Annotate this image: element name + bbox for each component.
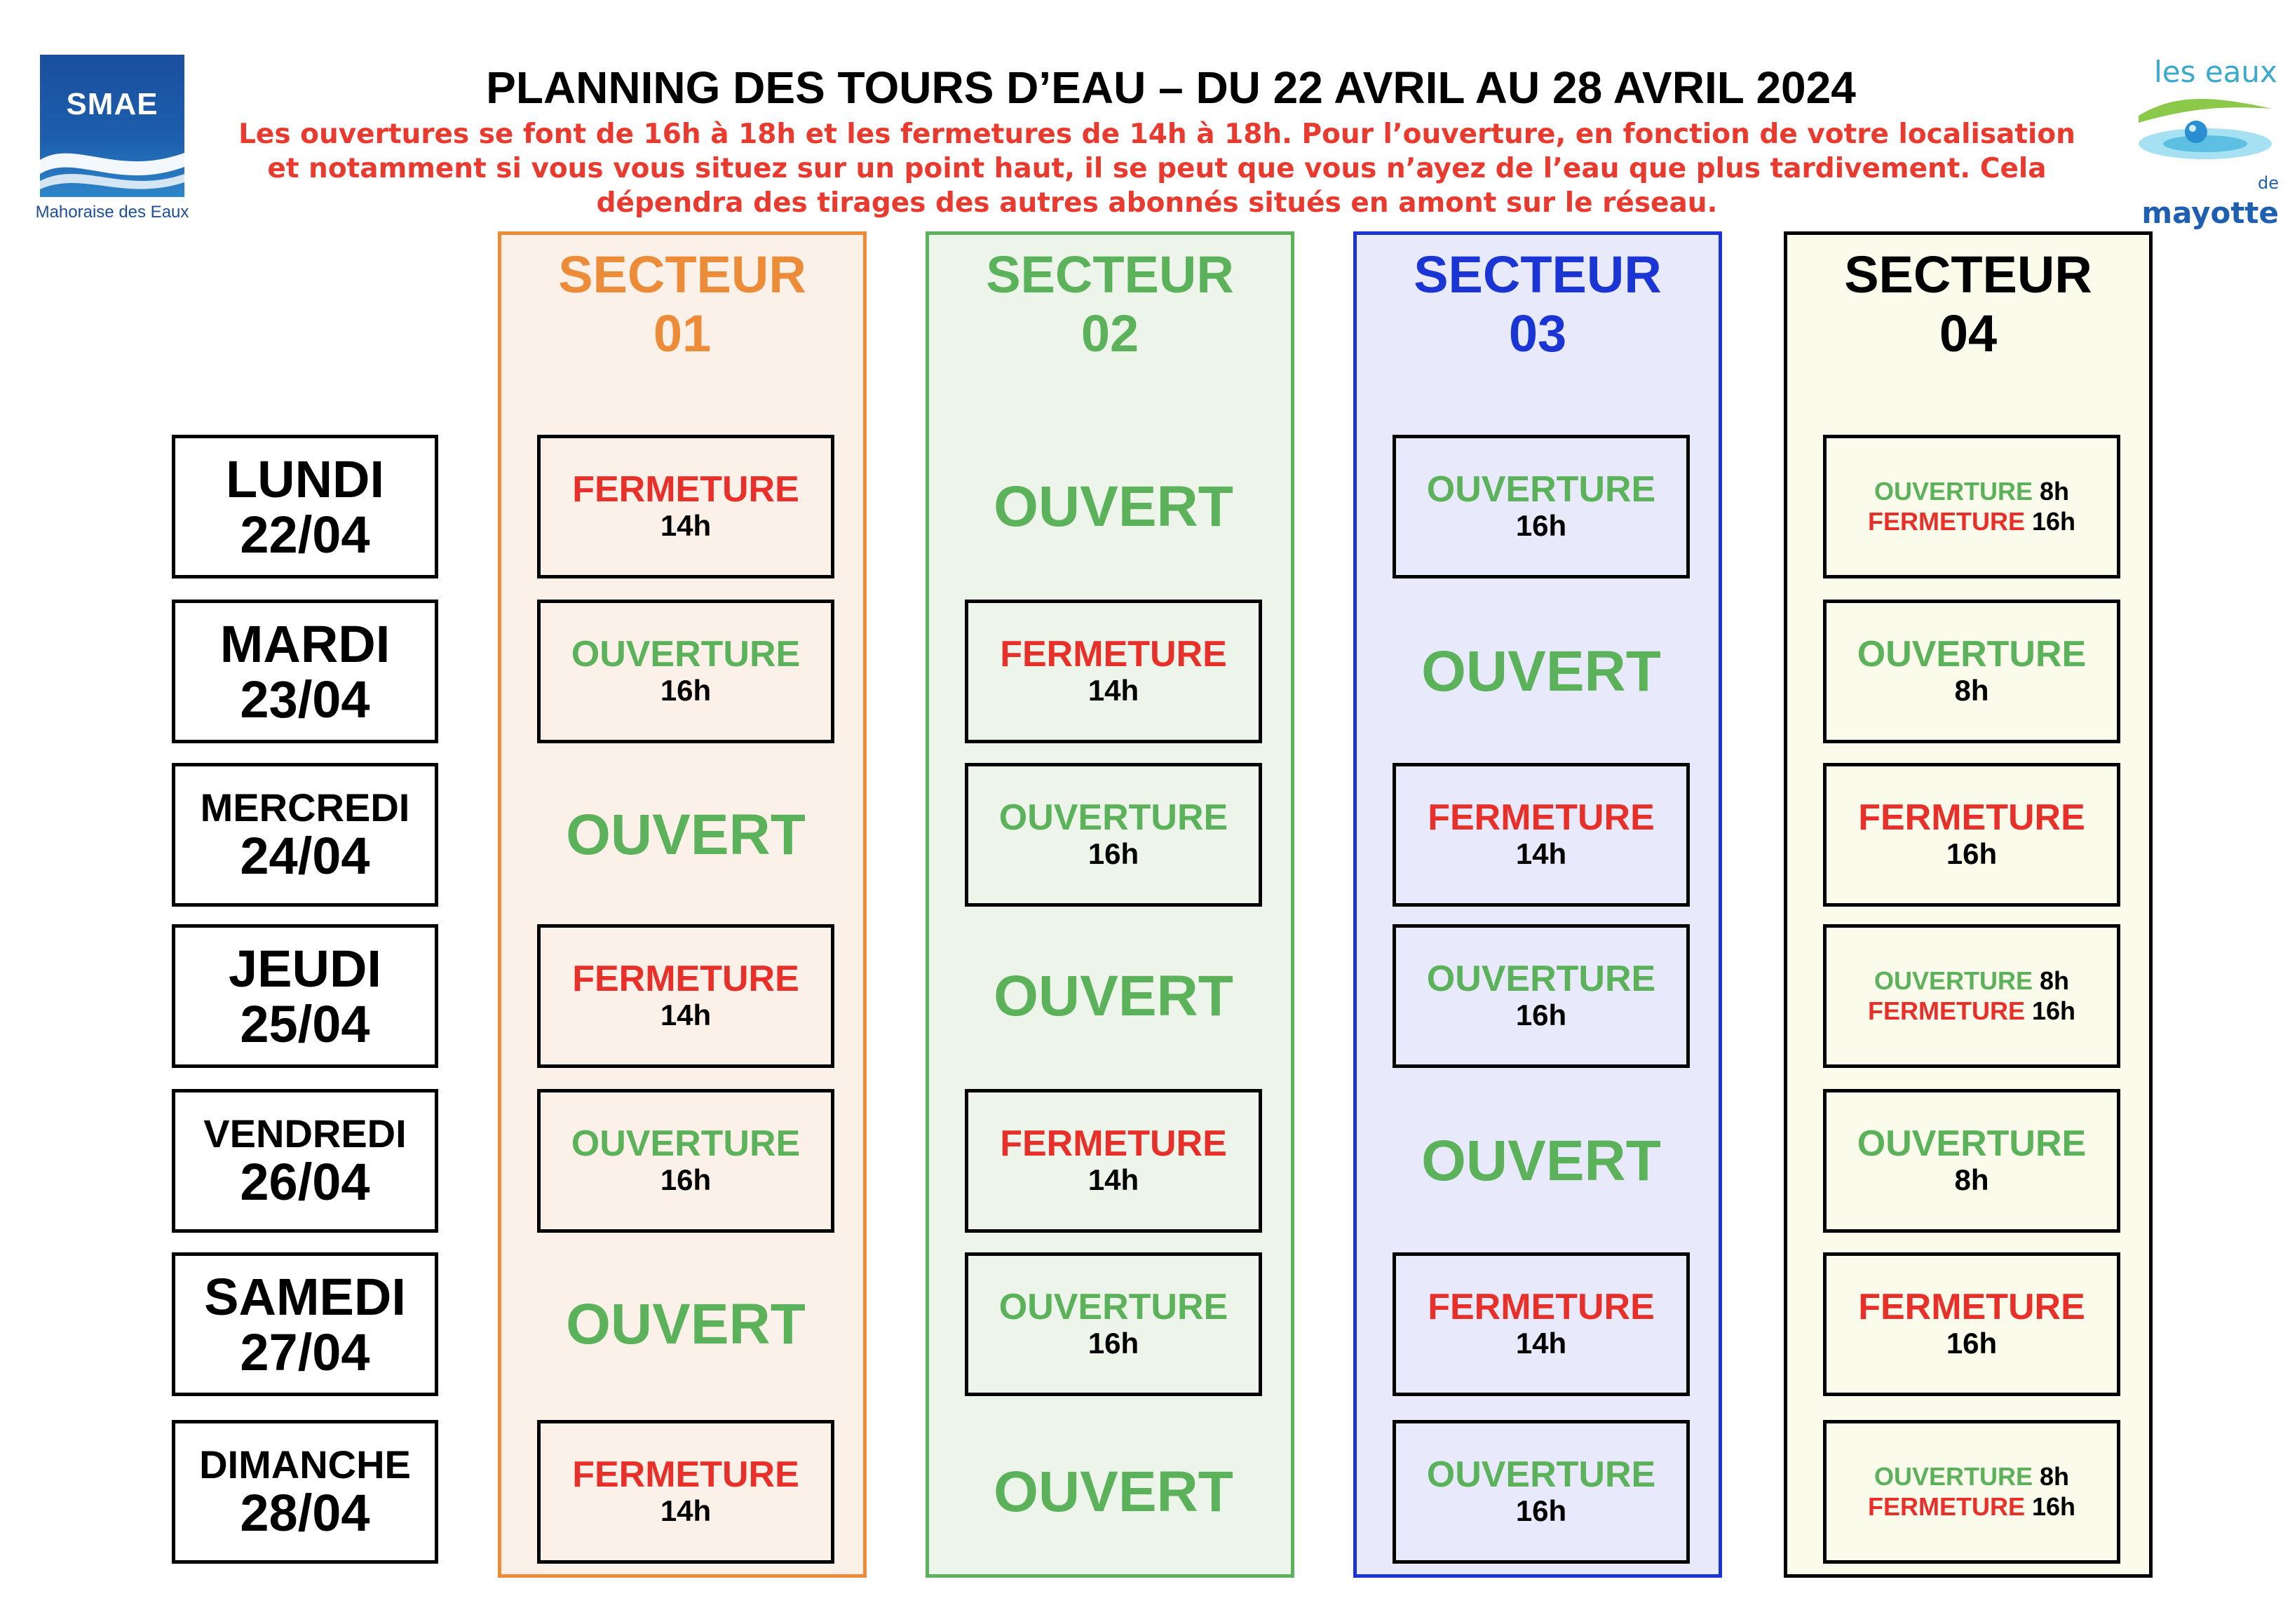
smae-tagline: Mahoraise des Eaux: [35, 203, 189, 222]
action-ouverture: OUVERTURE: [1874, 477, 2033, 506]
schedule-cell: [537, 1089, 834, 1233]
action-fermeture: FERMETURE: [1867, 506, 2025, 536]
day-date: 27/04: [240, 1323, 370, 1382]
action-time: 16h: [1946, 1326, 1998, 1360]
schedule-cell: [965, 763, 1262, 907]
day-box: [172, 1089, 438, 1233]
action-time: 8h: [2040, 1462, 2070, 1491]
schedule-cell: [537, 435, 834, 578]
action-time: 14h: [1515, 837, 1567, 870]
open-line: [1874, 1462, 2069, 1491]
action-fermeture: FERMETURE: [1428, 1287, 1655, 1328]
eaux-logo-de: de: [2258, 173, 2279, 193]
sector-label: SECTEUR: [986, 245, 1234, 304]
day-box: [172, 1252, 438, 1396]
action-time: 14h: [1088, 673, 1139, 707]
action-ouverture: OUVERTURE: [1874, 966, 2033, 996]
action-fermeture: FERMETURE: [572, 469, 799, 510]
sector-header: [498, 245, 867, 363]
action-fermeture: FERMETURE: [1428, 797, 1655, 839]
day-name: MERCREDI: [200, 785, 410, 830]
action-ouverture: OUVERTURE: [1857, 1123, 2087, 1165]
eaux-logo-mayotte: mayotte: [2141, 196, 2279, 230]
action-ouverture: OUVERTURE: [571, 634, 801, 675]
action-ouverture: OUVERTURE: [998, 797, 1228, 839]
day-date: 28/04: [240, 1484, 370, 1543]
action-time: 8h: [2040, 966, 2070, 996]
action-time: 16h: [1515, 508, 1567, 542]
action-time: 8h: [2040, 477, 2070, 506]
status-ouvert: OUVERT: [1421, 1128, 1661, 1193]
status-ouvert: OUVERT: [566, 802, 806, 867]
action-fermeture: FERMETURE: [572, 959, 799, 1000]
action-time: 14h: [1515, 1326, 1567, 1360]
schedule-cell: [1823, 435, 2120, 578]
action-fermeture: FERMETURE: [1000, 634, 1227, 675]
day-date: 24/04: [240, 827, 370, 886]
action-time: 16h: [660, 673, 712, 707]
action-time: 16h: [2031, 1491, 2076, 1521]
action-ouverture: OUVERTURE: [1874, 1462, 2033, 1491]
day-date: 25/04: [240, 995, 370, 1054]
day-name: VENDREDI: [203, 1111, 407, 1156]
schedule-cell: [1393, 1252, 1690, 1396]
action-ouverture: OUVERTURE: [998, 1287, 1228, 1328]
sector-header: [1784, 245, 2153, 363]
sector-label: SECTEUR: [558, 245, 806, 304]
action-fermeture: FERMETURE: [1867, 1491, 2025, 1521]
water-drop-icon: [2132, 91, 2279, 168]
day-name: DIMANCHE: [199, 1442, 411, 1487]
action-time: 16h: [2031, 506, 2076, 536]
day-box: [172, 600, 438, 743]
day-box: [172, 924, 438, 1068]
close-line: [1868, 507, 2075, 536]
action-ouverture: OUVERTURE: [1426, 959, 1656, 1000]
schedule-cell: [965, 1252, 1262, 1396]
sector-header: [1353, 245, 1722, 363]
day-name: SAMEDI: [204, 1267, 406, 1326]
day-date: 23/04: [240, 670, 370, 729]
day-name: LUNDI: [225, 449, 385, 508]
action-ouverture: OUVERTURE: [571, 1123, 801, 1165]
schedule-cell: [1823, 600, 2120, 743]
day-date: 22/04: [240, 506, 370, 564]
eaux-logo-line2: [2132, 161, 2279, 230]
action-time: 14h: [660, 998, 712, 1031]
status-ouvert: OUVERT: [566, 1292, 806, 1356]
eaux-de-mayotte-logo: [2132, 55, 2279, 230]
status-ouvert: OUVERT: [994, 1459, 1233, 1524]
schedule-cell: [537, 924, 834, 1068]
open-line: [1874, 966, 2069, 996]
close-line: [1868, 1492, 2075, 1522]
schedule-cell: [1393, 763, 1690, 907]
sector-label: SECTEUR: [1844, 245, 2092, 304]
day-name: MARDI: [219, 614, 391, 673]
action-fermeture: FERMETURE: [572, 1454, 799, 1496]
eaux-logo-line1: les eaux: [2154, 55, 2277, 89]
schedule-cell: [1823, 1420, 2120, 1564]
sector-number: 01: [653, 304, 712, 363]
schedule-cell: [1823, 763, 2120, 907]
day-box: [172, 1420, 438, 1564]
sector-label: SECTEUR: [1414, 245, 1662, 304]
action-time: 14h: [660, 508, 712, 542]
close-line: [1868, 996, 2075, 1026]
action-time: 8h: [1954, 673, 1989, 707]
page-title: PLANNING DES TOURS D’EAU – DU 22 AVRIL AU 28 AVRIL 2024: [486, 62, 1856, 113]
sector-number: 03: [1508, 304, 1567, 363]
schedule-cell: [1393, 435, 1690, 578]
status-ouvert: OUVERT: [994, 963, 1233, 1028]
action-time: 14h: [1088, 1163, 1139, 1196]
action-ouverture: OUVERTURE: [1426, 1454, 1656, 1496]
status-ouvert: OUVERT: [994, 474, 1233, 539]
action-time: 16h: [1088, 837, 1139, 870]
action-time: 16h: [1515, 1494, 1567, 1527]
day-box: [172, 435, 438, 578]
action-time: 16h: [1515, 998, 1567, 1031]
schedule-cell: [965, 1089, 1262, 1233]
sector-header: [926, 245, 1294, 363]
smae-logo: [40, 55, 184, 197]
action-ouverture: OUVERTURE: [1857, 634, 2087, 675]
action-fermeture: FERMETURE: [1867, 996, 2025, 1025]
action-time: 14h: [660, 1494, 712, 1527]
action-fermeture: FERMETURE: [1858, 797, 2085, 839]
schedule-cell: [537, 1420, 834, 1564]
day-box: [172, 763, 438, 907]
smae-logo-word: SMAE: [66, 87, 158, 121]
status-ouvert: OUVERT: [1421, 639, 1661, 703]
schedule-cell: [965, 600, 1262, 743]
action-time: 16h: [660, 1163, 712, 1196]
schedule-cell: [1393, 1420, 1690, 1564]
sector-number: 02: [1080, 304, 1139, 363]
schedule-cell: [1823, 1089, 2120, 1233]
action-ouverture: OUVERTURE: [1426, 469, 1656, 510]
day-date: 26/04: [240, 1153, 370, 1212]
schedule-cell: [1823, 1252, 2120, 1396]
sector-number: 04: [1939, 304, 1998, 363]
day-name: JEUDI: [229, 939, 381, 998]
schedule-cell: [537, 600, 834, 743]
action-fermeture: FERMETURE: [1858, 1287, 2085, 1328]
action-time: 16h: [1088, 1326, 1139, 1360]
action-fermeture: FERMETURE: [1000, 1123, 1227, 1165]
schedule-cell: [1823, 924, 2120, 1068]
page-subtitle: Les ouvertures se font de 16h à 18h et les fermetures de 14h à 18h. Pour l’ouverture, en fonction de votre localisation et notamment si vous vous situez sur un point haut, il se peut que vous n’ayez de l’eau que plus tardivement. Cela dépendra des tirages des autres abonnés situés en amont sur le réseau.: [238, 119, 2075, 219]
action-time: 16h: [2031, 996, 2076, 1025]
wave-icon: [40, 55, 184, 197]
action-time: 16h: [1946, 837, 1998, 870]
open-line: [1874, 477, 2069, 506]
action-time: 8h: [1954, 1163, 1989, 1196]
schedule-cell: [1393, 924, 1690, 1068]
